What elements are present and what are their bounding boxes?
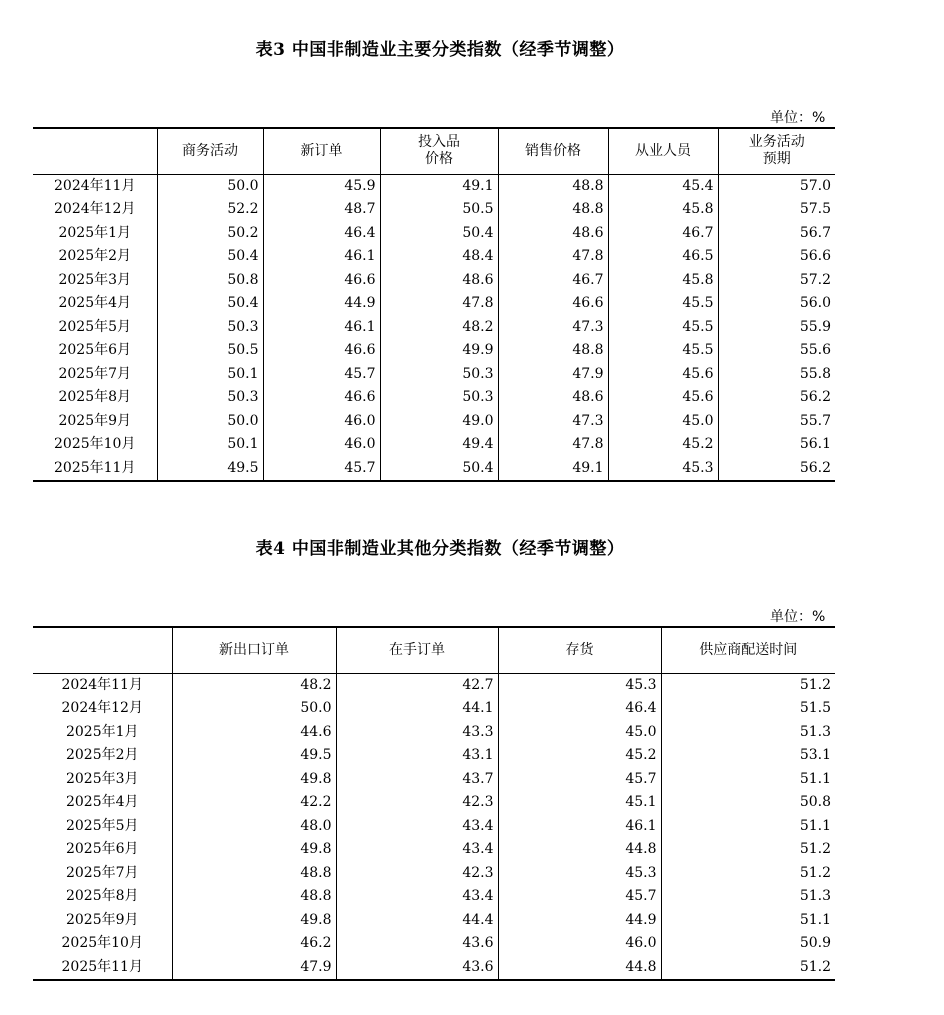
table-row	[33, 721, 835, 745]
table-row	[33, 697, 835, 721]
table-row	[33, 744, 835, 768]
index-value-cell: 53.1	[661, 744, 835, 768]
index-value-cell: 44.8	[498, 956, 661, 981]
table-row	[33, 174, 835, 198]
index-value-cell: 49.5	[172, 744, 336, 768]
index-value-cell: 50.9	[661, 932, 835, 956]
table-row	[33, 410, 835, 434]
index-value-cell: 56.7	[718, 222, 835, 246]
index-value-cell: 50.8	[157, 269, 263, 293]
index-value-cell: 46.7	[498, 269, 608, 293]
table-row	[33, 386, 835, 410]
index-value-cell: 43.4	[336, 815, 498, 839]
index-value-cell: 46.0	[498, 932, 661, 956]
table4-unit-label: 单位：%	[770, 609, 826, 625]
index-value-cell: 45.1	[498, 791, 661, 815]
index-value-cell: 48.8	[498, 174, 608, 198]
index-value-cell: 48.6	[498, 386, 608, 410]
index-value-cell: 47.8	[498, 433, 608, 457]
index-value-cell: 50.3	[157, 316, 263, 340]
table-row	[33, 956, 835, 981]
index-value-cell: 51.2	[661, 956, 835, 981]
row-month-label: 2025年4月	[65, 794, 139, 810]
row-month-label: 2024年12月	[54, 201, 136, 217]
index-value-cell: 49.1	[498, 457, 608, 482]
table-row	[33, 292, 835, 316]
table3-body	[33, 174, 835, 481]
index-value-cell: 50.0	[157, 410, 263, 434]
row-month-label: 2025年3月	[65, 770, 139, 787]
table-row	[33, 433, 835, 457]
index-value-cell: 43.3	[336, 721, 498, 745]
index-value-cell: 47.3	[498, 316, 608, 340]
index-value-cell: 49.4	[380, 433, 498, 457]
index-value-cell: 42.2	[172, 791, 336, 815]
row-month-label: 2025年9月	[58, 412, 132, 429]
index-value-cell: 45.2	[498, 744, 661, 768]
index-value-cell: 48.2	[172, 673, 336, 697]
index-value-cell: 43.4	[336, 885, 498, 909]
index-value-cell: 51.2	[661, 862, 835, 886]
index-value-cell: 43.1	[336, 744, 498, 768]
index-value-cell: 45.3	[498, 673, 661, 697]
table-row	[33, 932, 835, 956]
index-value-cell: 51.1	[661, 815, 835, 839]
index-value-cell: 50.4	[157, 245, 263, 269]
index-value-cell: 48.8	[498, 339, 608, 363]
row-month-label: 2025年1月	[58, 224, 132, 241]
index-value-cell: 49.0	[380, 410, 498, 434]
index-value-cell: 48.8	[172, 885, 336, 909]
index-value-cell: 46.1	[263, 245, 380, 269]
index-value-cell: 45.8	[608, 269, 718, 293]
index-value-cell: 49.9	[380, 339, 498, 363]
row-month-label: 2024年11月	[61, 676, 143, 693]
index-value-cell: 56.0	[718, 292, 835, 316]
table-row	[33, 838, 835, 862]
index-value-cell: 45.7	[263, 363, 380, 387]
index-value-cell: 51.5	[661, 697, 835, 721]
index-value-cell: 42.3	[336, 791, 498, 815]
row-month-label: 2025年3月	[58, 271, 132, 288]
table-row	[33, 909, 835, 933]
index-value-cell: 56.6	[718, 245, 835, 269]
index-value-cell: 48.4	[380, 245, 498, 269]
index-value-cell: 45.0	[608, 410, 718, 434]
table-row	[33, 339, 835, 363]
index-value-cell: 57.0	[718, 174, 835, 198]
table-row	[33, 316, 835, 340]
index-value-cell: 42.7	[336, 673, 498, 697]
index-value-cell: 44.9	[263, 292, 380, 316]
index-value-cell: 47.9	[172, 956, 336, 981]
table-row	[33, 885, 835, 909]
table3-header-cell: 从业人员	[608, 128, 718, 174]
table-row	[33, 862, 835, 886]
index-value-cell: 55.6	[718, 339, 835, 363]
index-value-cell: 45.2	[608, 433, 718, 457]
index-value-cell: 50.5	[157, 339, 263, 363]
index-value-cell: 45.5	[608, 316, 718, 340]
table-row	[33, 198, 835, 222]
index-value-cell: 46.1	[498, 815, 661, 839]
index-value-cell: 45.6	[608, 386, 718, 410]
index-value-cell: 45.0	[498, 721, 661, 745]
row-month-label: 2025年8月	[65, 888, 139, 904]
table4-body	[33, 673, 835, 980]
table-row	[33, 457, 835, 482]
index-value-cell: 46.1	[263, 316, 380, 340]
index-value-cell: 49.8	[172, 909, 336, 933]
table4-header-cell: 新出口订单	[172, 627, 336, 673]
index-value-cell: 48.2	[380, 316, 498, 340]
row-month-label: 2025年11月	[33, 956, 172, 981]
row-month-label: 2025年6月	[65, 841, 139, 857]
index-value-cell: 50.3	[380, 386, 498, 410]
index-value-cell: 51.1	[661, 768, 835, 792]
row-month-label: 2025年7月	[65, 864, 139, 881]
index-value-cell: 55.9	[718, 316, 835, 340]
table-row	[33, 673, 835, 697]
index-value-cell: 45.4	[608, 174, 718, 198]
index-value-cell: 46.6	[263, 386, 380, 410]
index-value-cell: 44.1	[336, 697, 498, 721]
table3-header-cell: 新订单	[263, 128, 380, 174]
index-value-cell: 48.8	[498, 198, 608, 222]
index-value-cell: 46.0	[263, 410, 380, 434]
table-row	[33, 768, 835, 792]
index-value-cell: 56.2	[718, 386, 835, 410]
index-value-cell: 45.3	[608, 457, 718, 482]
index-value-cell: 47.8	[498, 245, 608, 269]
index-value-cell: 49.8	[172, 768, 336, 792]
table3-header-cell: 投入品 价格	[380, 128, 498, 174]
table4-header-row	[33, 627, 835, 673]
table4-header-cell: 存货	[498, 627, 661, 673]
index-value-cell: 46.2	[172, 932, 336, 956]
table3-title: 表3 中国非制造业主要分类指数（经季节调整）	[255, 40, 625, 60]
index-value-cell: 44.8	[498, 838, 661, 862]
row-month-label: 2025年2月	[58, 248, 132, 264]
index-value-cell: 56.1	[718, 433, 835, 457]
index-value-cell: 47.9	[498, 363, 608, 387]
index-value-cell: 49.5	[157, 457, 263, 482]
index-value-cell: 45.7	[498, 768, 661, 792]
index-value-cell: 48.6	[380, 269, 498, 293]
index-value-cell: 50.1	[157, 433, 263, 457]
index-value-cell: 45.5	[608, 292, 718, 316]
index-value-cell: 48.7	[263, 198, 380, 222]
table3-header-row	[33, 128, 835, 174]
table-row	[33, 363, 835, 387]
index-value-cell: 43.4	[336, 838, 498, 862]
index-value-cell: 43.6	[336, 956, 498, 981]
index-value-cell: 47.8	[380, 292, 498, 316]
row-month-label: 2025年10月	[61, 935, 143, 951]
row-month-label: 2025年1月	[65, 723, 139, 740]
row-month-label: 2025年5月	[65, 817, 139, 834]
row-month-label: 2025年9月	[65, 911, 139, 928]
index-value-cell: 50.1	[157, 363, 263, 387]
index-value-cell: 45.7	[498, 885, 661, 909]
index-value-cell: 45.5	[608, 339, 718, 363]
table-row	[33, 245, 835, 269]
index-value-cell: 50.0	[157, 174, 263, 198]
index-value-cell: 45.7	[263, 457, 380, 482]
index-value-cell: 47.3	[498, 410, 608, 434]
table3-header-cell: 业务活动 预期	[718, 128, 835, 174]
row-month-label: 2025年4月	[58, 295, 132, 311]
index-value-cell: 45.3	[498, 862, 661, 886]
index-value-cell: 57.5	[718, 198, 835, 222]
table4-header-cell: 供应商配送时间	[661, 627, 835, 673]
index-value-cell: 46.7	[608, 222, 718, 246]
index-value-cell: 51.3	[661, 721, 835, 745]
index-value-cell: 50.8	[661, 791, 835, 815]
index-value-cell: 45.6	[608, 363, 718, 387]
index-value-cell: 46.6	[263, 269, 380, 293]
index-value-cell: 50.3	[380, 363, 498, 387]
index-value-cell: 48.8	[172, 862, 336, 886]
index-value-cell: 44.9	[498, 909, 661, 933]
index-value-cell: 51.2	[661, 673, 835, 697]
index-value-cell: 51.1	[661, 909, 835, 933]
index-value-cell: 50.4	[380, 222, 498, 246]
index-value-cell: 51.3	[661, 885, 835, 909]
index-value-cell: 44.4	[336, 909, 498, 933]
row-month-label: 2025年5月	[58, 318, 132, 335]
index-value-cell: 55.8	[718, 363, 835, 387]
row-month-label: 2025年2月	[65, 747, 139, 763]
row-month-label: 2024年11月	[54, 177, 136, 194]
index-value-cell: 42.3	[336, 862, 498, 886]
table4-header-cell: 在手订单	[336, 627, 498, 673]
index-value-cell: 50.0	[172, 697, 336, 721]
table3-header-cell: 销售价格	[498, 128, 608, 174]
index-value-cell: 57.2	[718, 269, 835, 293]
index-value-cell: 48.0	[172, 815, 336, 839]
table-row	[33, 791, 835, 815]
index-value-cell: 49.8	[172, 838, 336, 862]
index-value-cell: 55.7	[718, 410, 835, 434]
index-value-cell: 44.6	[172, 721, 336, 745]
index-value-cell: 46.4	[263, 222, 380, 246]
row-month-label: 2025年10月	[54, 436, 136, 452]
table4-other-indices	[33, 626, 835, 981]
index-value-cell: 43.7	[336, 768, 498, 792]
index-value-cell: 48.6	[498, 222, 608, 246]
table3-header-cell	[33, 128, 157, 174]
index-value-cell: 46.0	[263, 433, 380, 457]
row-month-label: 2025年11月	[33, 457, 157, 482]
index-value-cell: 43.6	[336, 932, 498, 956]
index-value-cell: 52.2	[157, 198, 263, 222]
table4-header-cell	[33, 627, 172, 673]
table4-title: 表4 中国非制造业其他分类指数（经季节调整）	[255, 539, 625, 559]
index-value-cell: 50.5	[380, 198, 498, 222]
index-value-cell: 46.6	[498, 292, 608, 316]
index-value-cell: 50.4	[157, 292, 263, 316]
index-value-cell: 45.9	[263, 174, 380, 198]
index-value-cell: 51.2	[661, 838, 835, 862]
index-value-cell: 46.6	[263, 339, 380, 363]
index-value-cell: 50.3	[157, 386, 263, 410]
table3-main-indices	[33, 127, 835, 482]
table3-unit-label: 单位：%	[770, 110, 826, 126]
index-value-cell: 46.5	[608, 245, 718, 269]
row-month-label: 2024年12月	[61, 700, 143, 716]
row-month-label: 2025年6月	[58, 342, 132, 358]
index-value-cell: 45.8	[608, 198, 718, 222]
table3-header-cell: 商务活动	[157, 128, 263, 174]
row-month-label: 2025年8月	[58, 389, 132, 405]
index-value-cell: 46.4	[498, 697, 661, 721]
table-row	[33, 815, 835, 839]
index-value-cell: 50.4	[380, 457, 498, 482]
index-value-cell: 56.2	[718, 457, 835, 482]
table-row	[33, 222, 835, 246]
table-row	[33, 269, 835, 293]
row-month-label: 2025年7月	[58, 365, 132, 382]
index-value-cell: 49.1	[380, 174, 498, 198]
index-value-cell: 50.2	[157, 222, 263, 246]
